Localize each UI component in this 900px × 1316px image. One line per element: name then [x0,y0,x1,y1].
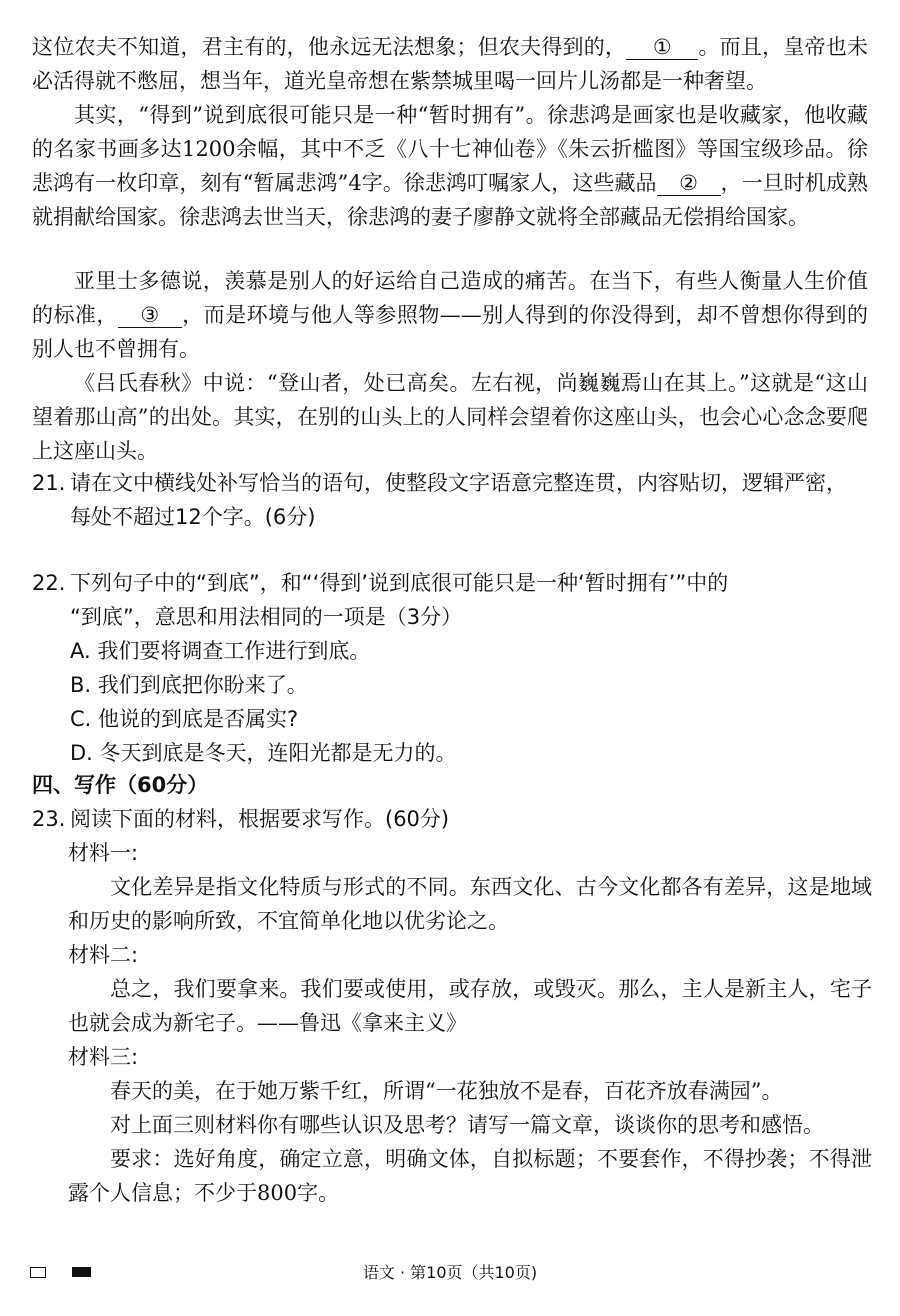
question-22 [32,566,868,634]
material-1-text: 文化差异是指文化特质与形式的不同。东西文化、古今文化都各有差异，这是地域和历史的影响所致，不宜简单化地以优劣论之。 [68,875,872,933]
passage-text: ，一旦时机成熟就捐献给国家。徐悲鸿去世当天，徐悲鸿的妻子廖静文就将全部藏品无偿捐给国家。 [32,171,868,229]
passage-text: 。而且，皇帝也未必活得就不憋屈，想当年，道光皇帝想在紫禁城里喝一回片儿汤都是一种奢望。 [32,35,869,93]
material-2-text: 总之，我们要拿来。我们要或使用，或存放，或毁灭。那么，主人是新主人，宅子也就会成为新宅子。——鲁迅《拿来主义》 [68,977,872,1035]
passage-paragraph-1 [32,30,868,98]
material-3-text: 春天的美，在于她万紫千红，所谓“一花独放不是春，百花齐放春满园”。 [110,1079,783,1103]
question-text: “到底”，意思和用法相同的一项是（3分） [70,605,463,629]
writing-requirements: 要求：选好角度，确定立意，明确文体，自拟标题；不要套作，不得抄袭；不得泄露个人信息；不少于800字。 [68,1147,872,1205]
passage-text: ，而是环境与他人等参照物——别人得到的你没得到，却不曾想你得到的别人也不曾拥有。 [32,303,869,361]
passage-paragraph-4: 《吕氏春秋》中说：“登山者，处已高矣。左右视，尚巍巍焉山在其上。”这就是“这山望着那山高”的出处。其实，在别的山头上的人同样会望着你这座山头，也会心心念念要爬上这座山头。 [32,371,868,463]
answer-blank-1: ① [626,35,698,60]
option-d: D. 冬天到底是冬天，连阳光都是无力的。 [70,741,457,765]
question-number: 22. [32,571,66,595]
option-b: B. 我们到底把你盼来了。 [70,673,308,697]
page-footer [0,1262,900,1286]
option-a: A. 我们要将调查工作进行到底。 [70,639,371,663]
material-2-label: 材料二: [68,943,139,967]
question-text: 每处不超过12个字。(6分) [70,505,316,529]
question-23 [32,802,868,836]
question-text: 阅读下面的材料，根据要求写作。(60分) [70,807,450,831]
passage-paragraph-2 [32,98,868,234]
writing-prompt: 对上面三则材料你有哪些认识及思考？请写一篇文章，谈谈你的思考和感悟。 [110,1113,824,1137]
question-21 [32,466,868,534]
answer-blank-3: ③ [118,303,182,328]
material-1-label: 材料一: [68,841,139,865]
passage-text: 这位农夫不知道，君主有的，他永远无法想象；但农夫得到的， [32,35,627,59]
option-c: C. 他说的到底是否属实? [70,707,299,731]
question-number: 21. [32,471,66,495]
page-number: 语文 · 第10页（共10页) [362,1263,538,1282]
question-number: 23. [32,807,66,831]
material-3-label: 材料三: [68,1045,139,1069]
passage-text: 亚里士多德说，羡慕是别人的好运给自己造成的痛苦。在当下，有些人衡量人生价值的标准， [32,269,868,327]
question-text: 下列句子中的“到底”，和“‘得到’说到底很可能只是一种‘暂时拥有’”中的 [70,571,729,595]
passage-text: 其实，“得到”说到底很可能只是一种“暂时拥有”。徐悲鸿是画家也是收藏家，他收藏的名家书画多达1200余幅，其中不乏《八十七神仙卷》《朱云折槛图》等国宝级珍品。徐悲鸿有一枚印章，刻有“暂属悲鸿”4字。徐悲鸿叮嘱家人，这些藏品 [32,103,868,195]
passage-paragraph-3 [32,264,868,366]
answer-blank-2: ② [657,171,721,196]
question-text: 请在文中横线处补写恰当的语句，使整段文字语意完整连贯，内容贴切，逻辑严密， [70,471,847,495]
section-heading-writing: 四、写作（60分） [32,773,209,797]
